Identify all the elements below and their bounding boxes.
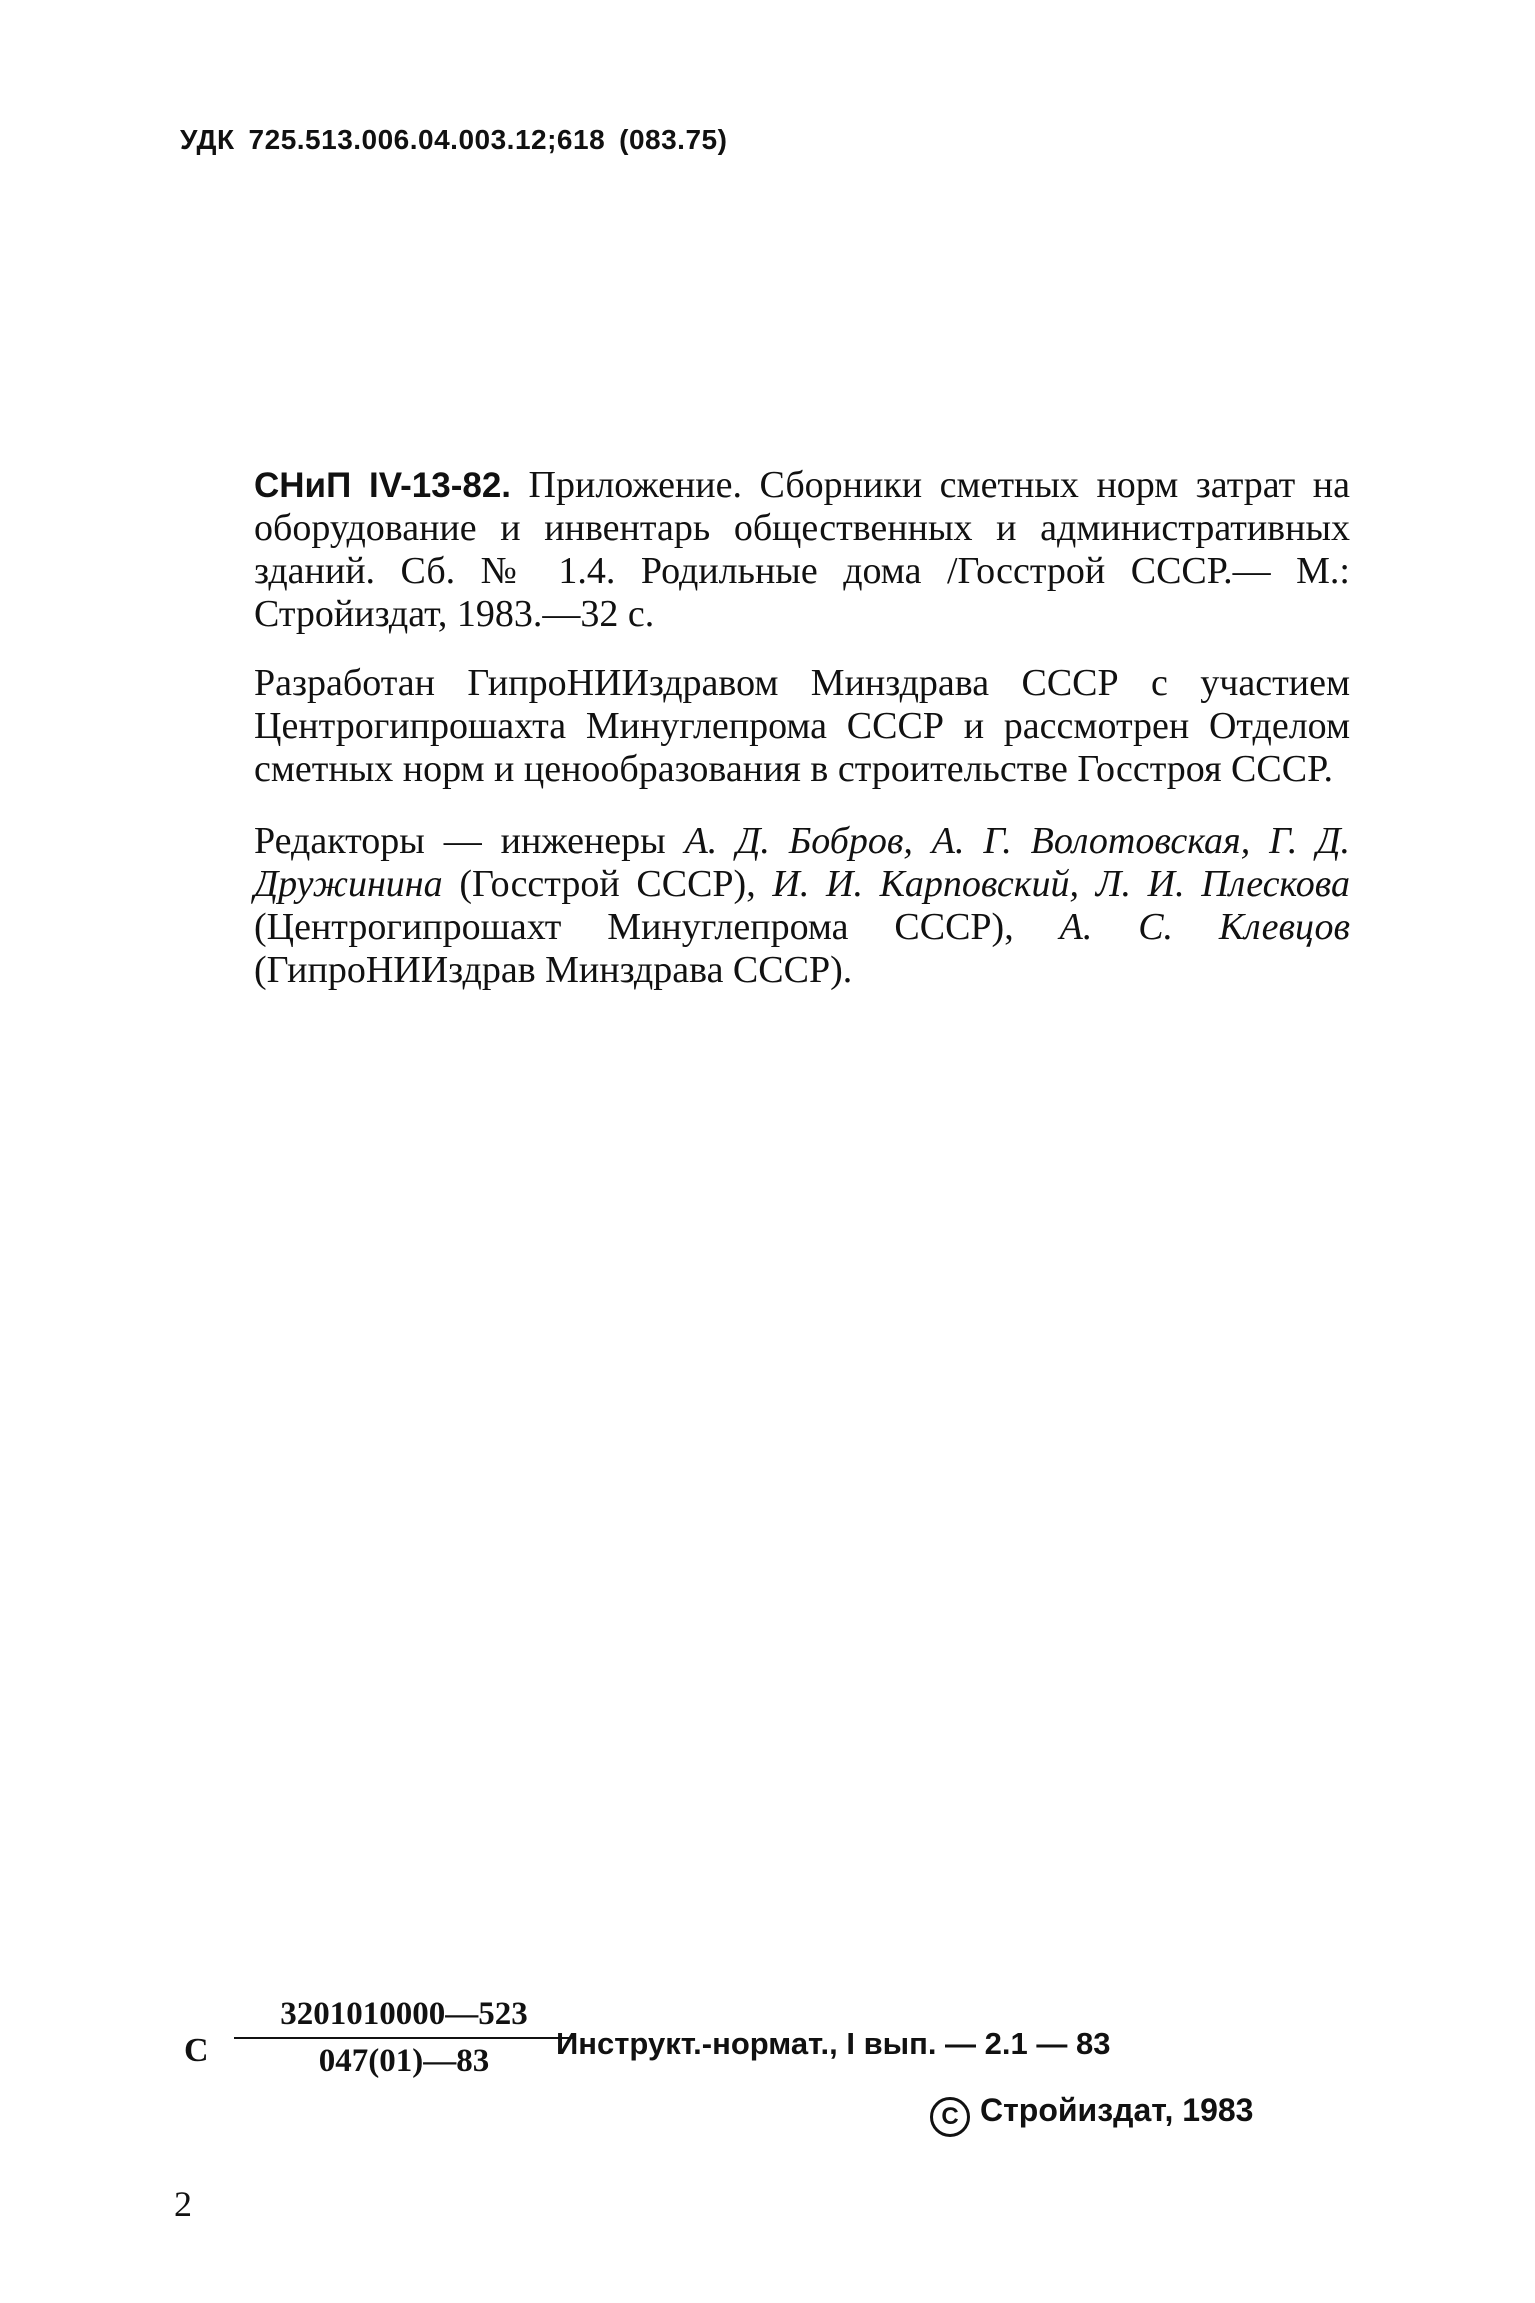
- editor-name: А. С. Клевцов: [1059, 906, 1350, 948]
- page-number: 2: [174, 2184, 192, 2224]
- copyright-line: [930, 2092, 1253, 2137]
- bibliographic-text: Приложение. Сборники сметных норм затрат на оборудование и инвентарь общественных и административных зданий. Сб. № 1.4. Родильные дома /Госстрой СССР.— М.: Стройиздат, 1983.—32 с.: [254, 464, 1350, 635]
- udk-line: [180, 124, 727, 156]
- imprint-fraction: [234, 1996, 574, 2080]
- developer-statement: [254, 662, 1350, 791]
- imprint-letter: С: [184, 2032, 209, 2069]
- copyright-icon: C: [930, 2097, 970, 2137]
- bibliographic-description: [254, 464, 1350, 636]
- editor-name: И. И. Карповский, Л. И. Плескова: [772, 863, 1350, 905]
- udk-code: 725.513.006.04.003.12;618: [248, 124, 606, 155]
- developer-text: Разработан ГипроНИИздравом Минздрава СССР с участием Центрогипрошахта Минуглепрома СССР и рассмотрен Отделом сметных норм и ценообразования в строительстве Госстроя СССР.: [254, 662, 1350, 790]
- editor-name: А. Г. Волотовская, Г. Д. Дружинина: [254, 820, 1350, 905]
- editors-list: [254, 820, 1350, 992]
- editor-organization: (ГипроНИИздрав Минздрава СССР).: [254, 949, 853, 991]
- editor-name: А. Д. Бобров,: [684, 820, 913, 862]
- imprint-numerator: 3201010000—523: [234, 1996, 574, 2039]
- imprint-denominator: 047(01)—83: [318, 2043, 490, 2079]
- editors-intro: Редакторы — инженеры: [254, 820, 685, 862]
- udk-classifier: (083.75): [619, 124, 728, 155]
- copyright-text: Стройиздат, 1983: [980, 2092, 1254, 2128]
- document-code: СНиП IV-13-82.: [254, 466, 512, 505]
- editor-organization: (Госстрой СССР),: [442, 863, 773, 905]
- udk-label: УДК: [180, 124, 235, 155]
- imprint-instruction: Инструкт.-нормат., I вып. — 2.1 — 83: [556, 2026, 1111, 2061]
- editor-organization: (Центрогипрошахт Минуглепрома СССР),: [254, 906, 1060, 948]
